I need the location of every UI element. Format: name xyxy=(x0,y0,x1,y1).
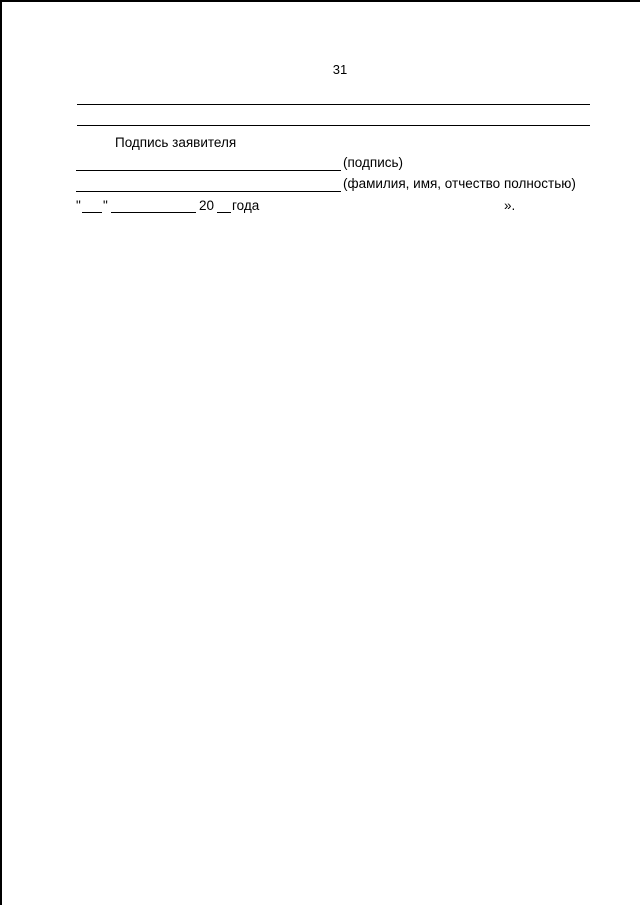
signature-label: (подпись) xyxy=(343,155,404,170)
signature-caption: Подпись заявителя xyxy=(115,135,237,150)
year-word: года xyxy=(232,198,260,213)
blank-line-1 xyxy=(77,104,590,105)
day-blank xyxy=(82,212,102,213)
signature-blank xyxy=(76,170,341,171)
closing-quote: ». xyxy=(504,198,516,213)
fullname-label: (фамилия, имя, отчество полностью) xyxy=(343,176,576,191)
date-quote-open: " xyxy=(76,198,81,213)
month-blank xyxy=(111,212,196,213)
scan-border-top xyxy=(0,0,640,2)
scan-border-left xyxy=(0,0,2,905)
blank-line-2 xyxy=(77,125,590,126)
year-blank xyxy=(217,212,231,213)
fullname-blank xyxy=(76,191,341,192)
year-prefix: 20 xyxy=(199,198,215,213)
date-quote-close: " xyxy=(103,198,108,213)
date-line xyxy=(76,198,616,218)
page-number: 31 xyxy=(332,62,348,77)
